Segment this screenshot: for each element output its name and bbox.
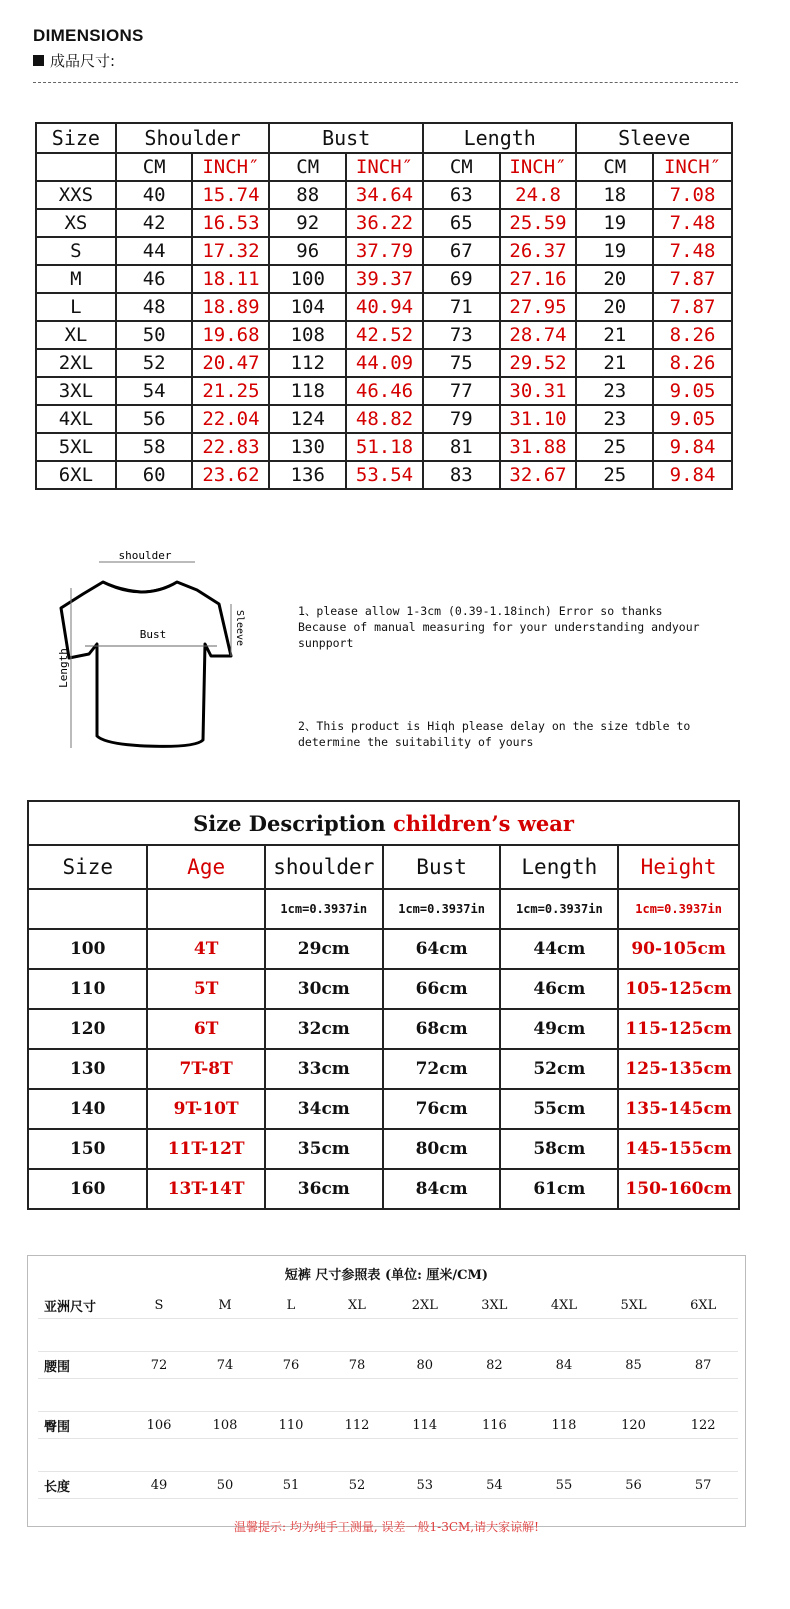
children-column-header: Age: [147, 845, 264, 889]
adult-value-cell: 46.46: [346, 377, 423, 405]
shorts-value-cell: 120: [599, 1412, 669, 1439]
shorts-value-cell: 110: [258, 1412, 324, 1439]
children-value-cell: 29cm: [265, 929, 383, 969]
spacer-cell: [529, 1379, 599, 1412]
shorts-size-chart: [27, 1255, 746, 1527]
adult-value-cell: 7.48: [653, 209, 732, 237]
adult-value-cell: 23: [576, 405, 653, 433]
adult-table-group-row: [36, 123, 732, 153]
adult-value-cell: 9.05: [653, 405, 732, 433]
table-row: [36, 265, 732, 293]
adult-value-cell: 27.95: [500, 293, 577, 321]
dashed-divider: [33, 82, 738, 83]
children-column-header: Height: [618, 845, 739, 889]
children-column-header: Length: [500, 845, 618, 889]
adult-value-cell: 48.82: [346, 405, 423, 433]
children-value-cell: 76cm: [383, 1089, 501, 1129]
shorts-value-cell: 114: [390, 1412, 460, 1439]
adult-value-cell: 18.11: [192, 265, 269, 293]
adult-value-cell: 7.87: [653, 265, 732, 293]
adult-value-cell: 44.09: [346, 349, 423, 377]
adult-size-cell: XXS: [36, 181, 116, 209]
adult-value-cell: 31.10: [500, 405, 577, 433]
adult-table-body: [36, 181, 732, 489]
shorts-value-cell: 72: [126, 1352, 192, 1379]
children-value-cell: 135-145cm: [618, 1089, 739, 1129]
square-bullet-icon: [33, 55, 44, 66]
shorts-size-table: [38, 1292, 738, 1499]
adult-value-cell: 9.84: [653, 461, 732, 489]
children-value-cell: 52cm: [500, 1049, 618, 1089]
adult-value-cell: 28.74: [500, 321, 577, 349]
children-value-cell: 49cm: [500, 1009, 618, 1049]
subtitle-text: 成品尺寸:: [50, 52, 116, 70]
spacer-cell: [126, 1379, 192, 1412]
adult-value-cell: 118: [269, 377, 346, 405]
adult-value-cell: 23: [576, 377, 653, 405]
children-size-cell: 130: [28, 1049, 147, 1089]
adult-value-cell: 75: [423, 349, 500, 377]
note-1-line-1: 1、please allow 1-3cm (0.39-1.18inch) Error so thanks: [298, 604, 663, 618]
adult-value-cell: 39.37: [346, 265, 423, 293]
spacer-cell: [324, 1379, 390, 1412]
spacer-cell: [258, 1319, 324, 1352]
spacer-row: [38, 1319, 738, 1352]
shorts-size-header: 6XL: [668, 1292, 738, 1319]
children-size-cell: 110: [28, 969, 147, 1009]
adult-unit-blank: [36, 153, 116, 181]
adult-size-cell: XS: [36, 209, 116, 237]
children-column-header: shoulder: [265, 845, 383, 889]
shorts-value-cell: 87: [668, 1352, 738, 1379]
shorts-size-header: L: [258, 1292, 324, 1319]
shorts-value-cell: 52: [324, 1472, 390, 1499]
spacer-cell: [38, 1439, 126, 1472]
spacer-cell: [258, 1379, 324, 1412]
adult-value-cell: 19: [576, 209, 653, 237]
adult-value-cell: 22.83: [192, 433, 269, 461]
spacer-cell: [192, 1439, 258, 1472]
children-unit-cell: 1cm=0.3937in: [618, 889, 739, 929]
spacer-cell: [126, 1439, 192, 1472]
adult-value-cell: 21: [576, 321, 653, 349]
shorts-value-cell: 56: [599, 1472, 669, 1499]
adult-value-cell: 26.37: [500, 237, 577, 265]
spacer-cell: [599, 1379, 669, 1412]
adult-value-cell: 30.31: [500, 377, 577, 405]
shorts-value-cell: 112: [324, 1412, 390, 1439]
children-column-header: Bust: [383, 845, 501, 889]
table-row: [28, 929, 739, 969]
note-2-line-1: 2、This product is Hiqh please delay on the size tdble to: [298, 719, 691, 733]
spacer-cell: [126, 1319, 192, 1352]
adult-value-cell: 88: [269, 181, 346, 209]
shorts-size-header: 2XL: [390, 1292, 460, 1319]
adult-value-cell: 100: [269, 265, 346, 293]
adult-value-cell: 40: [116, 181, 193, 209]
adult-value-cell: 50: [116, 321, 193, 349]
adult-value-cell: 42: [116, 209, 193, 237]
children-unit-cell: 1cm=0.3937in: [265, 889, 383, 929]
children-value-cell: 6T: [147, 1009, 264, 1049]
shorts-value-cell: 122: [668, 1412, 738, 1439]
table-row: [36, 181, 732, 209]
adult-size-cell: 2XL: [36, 349, 116, 377]
spacer-cell: [668, 1439, 738, 1472]
children-value-cell: 7T-8T: [147, 1049, 264, 1089]
adult-value-cell: 83: [423, 461, 500, 489]
adult-size-cell: 3XL: [36, 377, 116, 405]
spacer-cell: [390, 1439, 460, 1472]
children-value-cell: 34cm: [265, 1089, 383, 1129]
children-table-title: [28, 801, 739, 845]
adult-group-header: Shoulder: [116, 123, 270, 153]
children-size-cell: 100: [28, 929, 147, 969]
adult-value-cell: 136: [269, 461, 346, 489]
adult-value-cell: 104: [269, 293, 346, 321]
children-size-cell: 150: [28, 1129, 147, 1169]
children-value-cell: 72cm: [383, 1049, 501, 1089]
children-value-cell: 33cm: [265, 1049, 383, 1089]
children-value-cell: 90-105cm: [618, 929, 739, 969]
children-value-cell: 30cm: [265, 969, 383, 1009]
shorts-value-cell: 82: [460, 1352, 530, 1379]
adult-size-header: Size: [36, 123, 116, 153]
spacer-cell: [460, 1319, 530, 1352]
shorts-value-cell: 53: [390, 1472, 460, 1499]
shorts-value-cell: 85: [599, 1352, 669, 1379]
children-value-cell: 105-125cm: [618, 969, 739, 1009]
shorts-size-header: 5XL: [599, 1292, 669, 1319]
adult-value-cell: 54: [116, 377, 193, 405]
shorts-value-cell: 108: [192, 1412, 258, 1439]
children-column-header: Size: [28, 845, 147, 889]
children-value-cell: 58cm: [500, 1129, 618, 1169]
children-value-cell: 80cm: [383, 1129, 501, 1169]
shorts-value-cell: 50: [192, 1472, 258, 1499]
spacer-cell: [460, 1439, 530, 1472]
adult-value-cell: 92: [269, 209, 346, 237]
children-value-cell: 115-125cm: [618, 1009, 739, 1049]
adult-value-cell: 69: [423, 265, 500, 293]
adult-unit-header: INCH″: [500, 153, 577, 181]
children-value-cell: 68cm: [383, 1009, 501, 1049]
adult-value-cell: 65: [423, 209, 500, 237]
table-row: [28, 1089, 739, 1129]
shorts-row-label: 臀围: [38, 1412, 126, 1439]
adult-size-cell: M: [36, 265, 116, 293]
children-value-cell: 84cm: [383, 1169, 501, 1209]
spacer-cell: [390, 1319, 460, 1352]
adult-value-cell: 81: [423, 433, 500, 461]
shorts-value-cell: 55: [529, 1472, 599, 1499]
shorts-chart-title: 短裤 尺寸参照表 (单位: 厘米/CM): [284, 1268, 489, 1283]
adult-value-cell: 21.25: [192, 377, 269, 405]
adult-unit-header: CM: [269, 153, 346, 181]
adult-value-cell: 7.08: [653, 181, 732, 209]
table-row: [36, 293, 732, 321]
table-row: [36, 377, 732, 405]
children-table-body: [28, 929, 739, 1209]
table-row: [36, 237, 732, 265]
children-value-cell: 4T: [147, 929, 264, 969]
shorts-value-cell: 78: [324, 1352, 390, 1379]
adult-value-cell: 112: [269, 349, 346, 377]
adult-unit-header: INCH″: [192, 153, 269, 181]
note-1-line-3: sunpport: [298, 636, 354, 650]
adult-group-header: Bust: [269, 123, 423, 153]
shorts-value-cell: 116: [460, 1412, 530, 1439]
shorts-size-header: XL: [324, 1292, 390, 1319]
adult-value-cell: 31.88: [500, 433, 577, 461]
adult-value-cell: 18.89: [192, 293, 269, 321]
shorts-value-cell: 51: [258, 1472, 324, 1499]
children-value-cell: 125-135cm: [618, 1049, 739, 1089]
table-row: [28, 1169, 739, 1209]
spacer-cell: [192, 1379, 258, 1412]
table-row: [36, 321, 732, 349]
children-value-cell: 36cm: [265, 1169, 383, 1209]
children-size-table: [27, 800, 740, 1210]
adult-unit-header: CM: [423, 153, 500, 181]
children-value-cell: 46cm: [500, 969, 618, 1009]
adult-value-cell: 25.59: [500, 209, 577, 237]
adult-value-cell: 17.32: [192, 237, 269, 265]
adult-size-table: [35, 122, 733, 490]
adult-group-header: Sleeve: [576, 123, 732, 153]
adult-value-cell: 108: [269, 321, 346, 349]
tshirt-outline-icon: [61, 582, 231, 746]
adult-value-cell: 18: [576, 181, 653, 209]
adult-value-cell: 48: [116, 293, 193, 321]
children-size-cell: 140: [28, 1089, 147, 1129]
adult-value-cell: 51.18: [346, 433, 423, 461]
adult-value-cell: 20: [576, 265, 653, 293]
adult-value-cell: 44: [116, 237, 193, 265]
shorts-value-cell: 76: [258, 1352, 324, 1379]
adult-unit-header: CM: [576, 153, 653, 181]
adult-value-cell: 25: [576, 433, 653, 461]
adult-value-cell: 22.04: [192, 405, 269, 433]
table-row: [36, 349, 732, 377]
shorts-table-body: [38, 1319, 738, 1499]
header: [33, 26, 738, 71]
adult-value-cell: 77: [423, 377, 500, 405]
spacer-cell: [258, 1439, 324, 1472]
adult-value-cell: 40.94: [346, 293, 423, 321]
children-value-cell: 64cm: [383, 929, 501, 969]
children-value-cell: 66cm: [383, 969, 501, 1009]
note-1-line-2: Because of manual measuring for your understanding andyour: [298, 620, 700, 634]
spacer-cell: [324, 1319, 390, 1352]
table-row: [38, 1352, 738, 1379]
shorts-size-label: 亚洲尺寸: [38, 1292, 126, 1319]
spacer-cell: [668, 1319, 738, 1352]
adult-value-cell: 9.84: [653, 433, 732, 461]
adult-value-cell: 19.68: [192, 321, 269, 349]
children-value-cell: 61cm: [500, 1169, 618, 1209]
adult-value-cell: 23.62: [192, 461, 269, 489]
measurement-notes: [298, 603, 748, 750]
adult-value-cell: 58: [116, 433, 193, 461]
shorts-value-cell: 57: [668, 1472, 738, 1499]
spacer-cell: [38, 1379, 126, 1412]
shorts-value-cell: 74: [192, 1352, 258, 1379]
adult-value-cell: 7.87: [653, 293, 732, 321]
adult-value-cell: 25: [576, 461, 653, 489]
shorts-row-label: 长度: [38, 1472, 126, 1499]
table-row: [28, 1129, 739, 1169]
adult-value-cell: 21: [576, 349, 653, 377]
adult-value-cell: 24.8: [500, 181, 577, 209]
children-value-cell: 145-155cm: [618, 1129, 739, 1169]
children-value-cell: 55cm: [500, 1089, 618, 1129]
sleeve-label: Sleeve: [234, 609, 245, 647]
shorts-size-header: 4XL: [529, 1292, 599, 1319]
children-unit-cell: [28, 889, 147, 929]
adult-value-cell: 29.52: [500, 349, 577, 377]
adult-size-cell: S: [36, 237, 116, 265]
adult-value-cell: 52: [116, 349, 193, 377]
children-title-row: [28, 801, 739, 845]
spacer-cell: [390, 1379, 460, 1412]
shorts-size-header: M: [192, 1292, 258, 1319]
adult-value-cell: 42.52: [346, 321, 423, 349]
shoulder-label: shoulder: [118, 549, 172, 562]
adult-value-cell: 46: [116, 265, 193, 293]
shorts-size-header: S: [126, 1292, 192, 1319]
adult-value-cell: 20.47: [192, 349, 269, 377]
adult-size-cell: L: [36, 293, 116, 321]
adult-value-cell: 79: [423, 405, 500, 433]
adult-value-cell: 124: [269, 405, 346, 433]
adult-value-cell: 36.22: [346, 209, 423, 237]
children-unit-cell: [147, 889, 264, 929]
title-red-text: children’s wear: [392, 810, 574, 836]
adult-value-cell: 67: [423, 237, 500, 265]
shorts-header-row: [38, 1292, 738, 1319]
tshirt-measurement-diagram: [45, 548, 255, 763]
shorts-row-label: 腰围: [38, 1352, 126, 1379]
table-row: [38, 1472, 738, 1499]
spacer-cell: [38, 1319, 126, 1352]
spacer-cell: [192, 1319, 258, 1352]
children-value-cell: 13T-14T: [147, 1169, 264, 1209]
adult-value-cell: 96: [269, 237, 346, 265]
table-row: [36, 209, 732, 237]
adult-size-cell: XL: [36, 321, 116, 349]
table-row: [38, 1412, 738, 1439]
adult-value-cell: 60: [116, 461, 193, 489]
bust-label: Bust: [139, 628, 167, 641]
adult-value-cell: 8.26: [653, 349, 732, 377]
adult-unit-header: INCH″: [346, 153, 423, 181]
children-value-cell: 11T-12T: [147, 1129, 264, 1169]
spacer-cell: [529, 1439, 599, 1472]
children-size-cell: 120: [28, 1009, 147, 1049]
spacer-cell: [529, 1319, 599, 1352]
length-label: Length: [57, 648, 70, 688]
shorts-value-cell: 49: [126, 1472, 192, 1499]
spacer-cell: [460, 1379, 530, 1412]
adult-value-cell: 34.64: [346, 181, 423, 209]
shorts-value-cell: 106: [126, 1412, 192, 1439]
children-unit-row: [28, 889, 739, 929]
children-value-cell: 9T-10T: [147, 1089, 264, 1129]
adult-table-unit-row: [36, 153, 732, 181]
spacer-cell: [668, 1379, 738, 1412]
children-value-cell: 32cm: [265, 1009, 383, 1049]
table-row: [28, 969, 739, 1009]
children-header-row: [28, 845, 739, 889]
table-row: [36, 461, 732, 489]
adult-size-cell: 5XL: [36, 433, 116, 461]
table-row: [36, 433, 732, 461]
adult-unit-header: CM: [116, 153, 193, 181]
adult-value-cell: 63: [423, 181, 500, 209]
shorts-value-cell: 54: [460, 1472, 530, 1499]
children-unit-cell: 1cm=0.3937in: [500, 889, 618, 929]
shorts-value-cell: 80: [390, 1352, 460, 1379]
adult-value-cell: 20: [576, 293, 653, 321]
adult-value-cell: 32.67: [500, 461, 577, 489]
adult-value-cell: 73: [423, 321, 500, 349]
shorts-footer-note: 温馨提示: 均为纯手工测量, 误差一般1-3CM,请大家谅解!: [234, 1520, 539, 1534]
shorts-value-cell: 118: [529, 1412, 599, 1439]
adult-value-cell: 71: [423, 293, 500, 321]
adult-value-cell: 56: [116, 405, 193, 433]
shorts-value-cell: 84: [529, 1352, 599, 1379]
adult-value-cell: 16.53: [192, 209, 269, 237]
children-size-cell: 160: [28, 1169, 147, 1209]
adult-value-cell: 37.79: [346, 237, 423, 265]
adult-value-cell: 27.16: [500, 265, 577, 293]
adult-value-cell: 130: [269, 433, 346, 461]
children-value-cell: 150-160cm: [618, 1169, 739, 1209]
children-unit-cell: 1cm=0.3937in: [383, 889, 501, 929]
page-subtitle: [33, 50, 738, 71]
adult-size-cell: 4XL: [36, 405, 116, 433]
spacer-cell: [599, 1439, 669, 1472]
shorts-size-header: 3XL: [460, 1292, 530, 1319]
title-black-text: Size Description: [193, 810, 386, 836]
adult-value-cell: 9.05: [653, 377, 732, 405]
adult-value-cell: 8.26: [653, 321, 732, 349]
note-2-line-2: determine the suitability of yours: [298, 735, 534, 749]
adult-group-header: Length: [423, 123, 577, 153]
spacer-row: [38, 1439, 738, 1472]
page-title: DIMENSIONS: [33, 26, 144, 45]
spacer-cell: [599, 1319, 669, 1352]
table-row: [28, 1049, 739, 1089]
spacer-cell: [324, 1439, 390, 1472]
adult-value-cell: 53.54: [346, 461, 423, 489]
children-value-cell: 5T: [147, 969, 264, 1009]
adult-value-cell: 19: [576, 237, 653, 265]
children-value-cell: 35cm: [265, 1129, 383, 1169]
adult-unit-header: INCH″: [653, 153, 732, 181]
adult-size-cell: 6XL: [36, 461, 116, 489]
table-row: [28, 1009, 739, 1049]
adult-value-cell: 7.48: [653, 237, 732, 265]
spacer-row: [38, 1379, 738, 1412]
table-row: [36, 405, 732, 433]
adult-value-cell: 15.74: [192, 181, 269, 209]
children-value-cell: 44cm: [500, 929, 618, 969]
